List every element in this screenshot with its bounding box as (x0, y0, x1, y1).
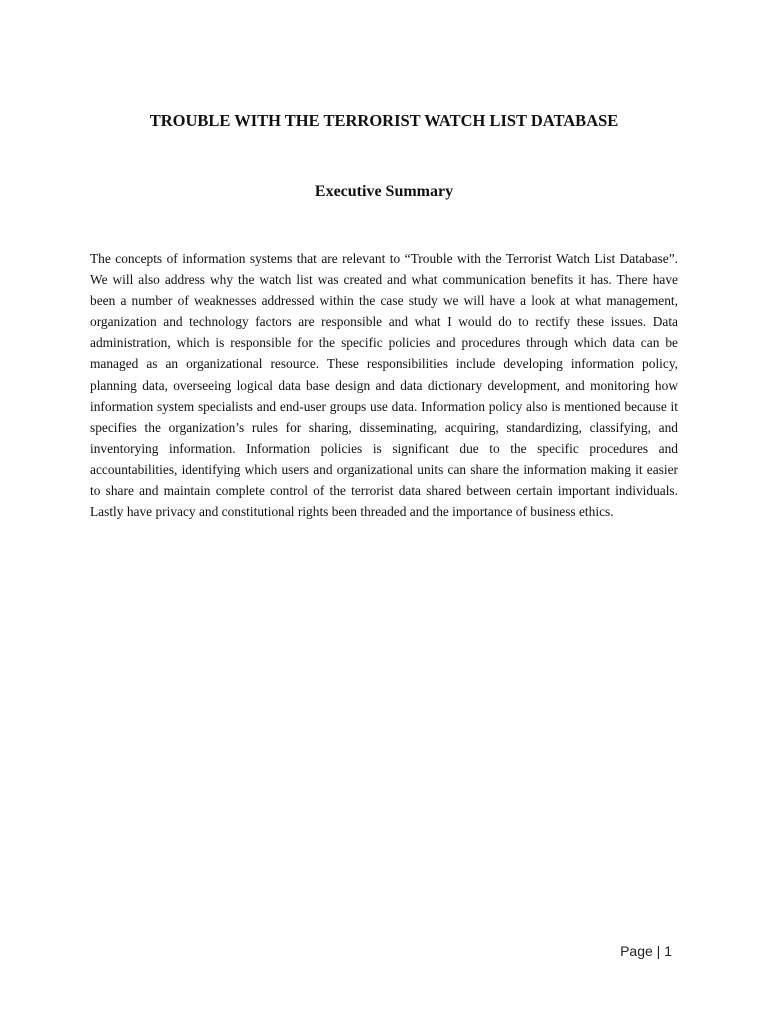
page-number-footer: Page | 1 (620, 943, 672, 959)
section-heading-executive-summary: Executive Summary (314, 183, 454, 200)
document-title: TROUBLE WITH THE TERRORIST WATCH LIST DATABASE (149, 111, 619, 130)
executive-summary-paragraph: The concepts of information systems that are relevant to “Trouble with the Terrorist Watch List Database”. We will also address why the watch list was created and what communication benefits it has. There have been a number of weaknesses addressed within the case study we will have a look at what management, organization and technology factors are responsible and what I would do to rectify these issues. Data administration, which is responsible for the specific policies and procedures through which data can be managed as an organizational resource. These responsibilities include developing information policy, planning data, overseeing logical data base design and data dictionary development, and monitoring how information system specialists and end-user groups use data. Information policy also is mentioned because it specifies the organization’s rules for sharing, disseminating, acquiring, standardizing, classifying, and inventorying information. Information policies is significant due to the specific procedures and accountabilities, identifying which users and organizational units can share the information making it easier to share and maintain complete control of the terrorist data shared between certain important individuals. Lastly have privacy and constitutional rights been threaded and the importance of business ethics. (90, 251, 678, 520)
